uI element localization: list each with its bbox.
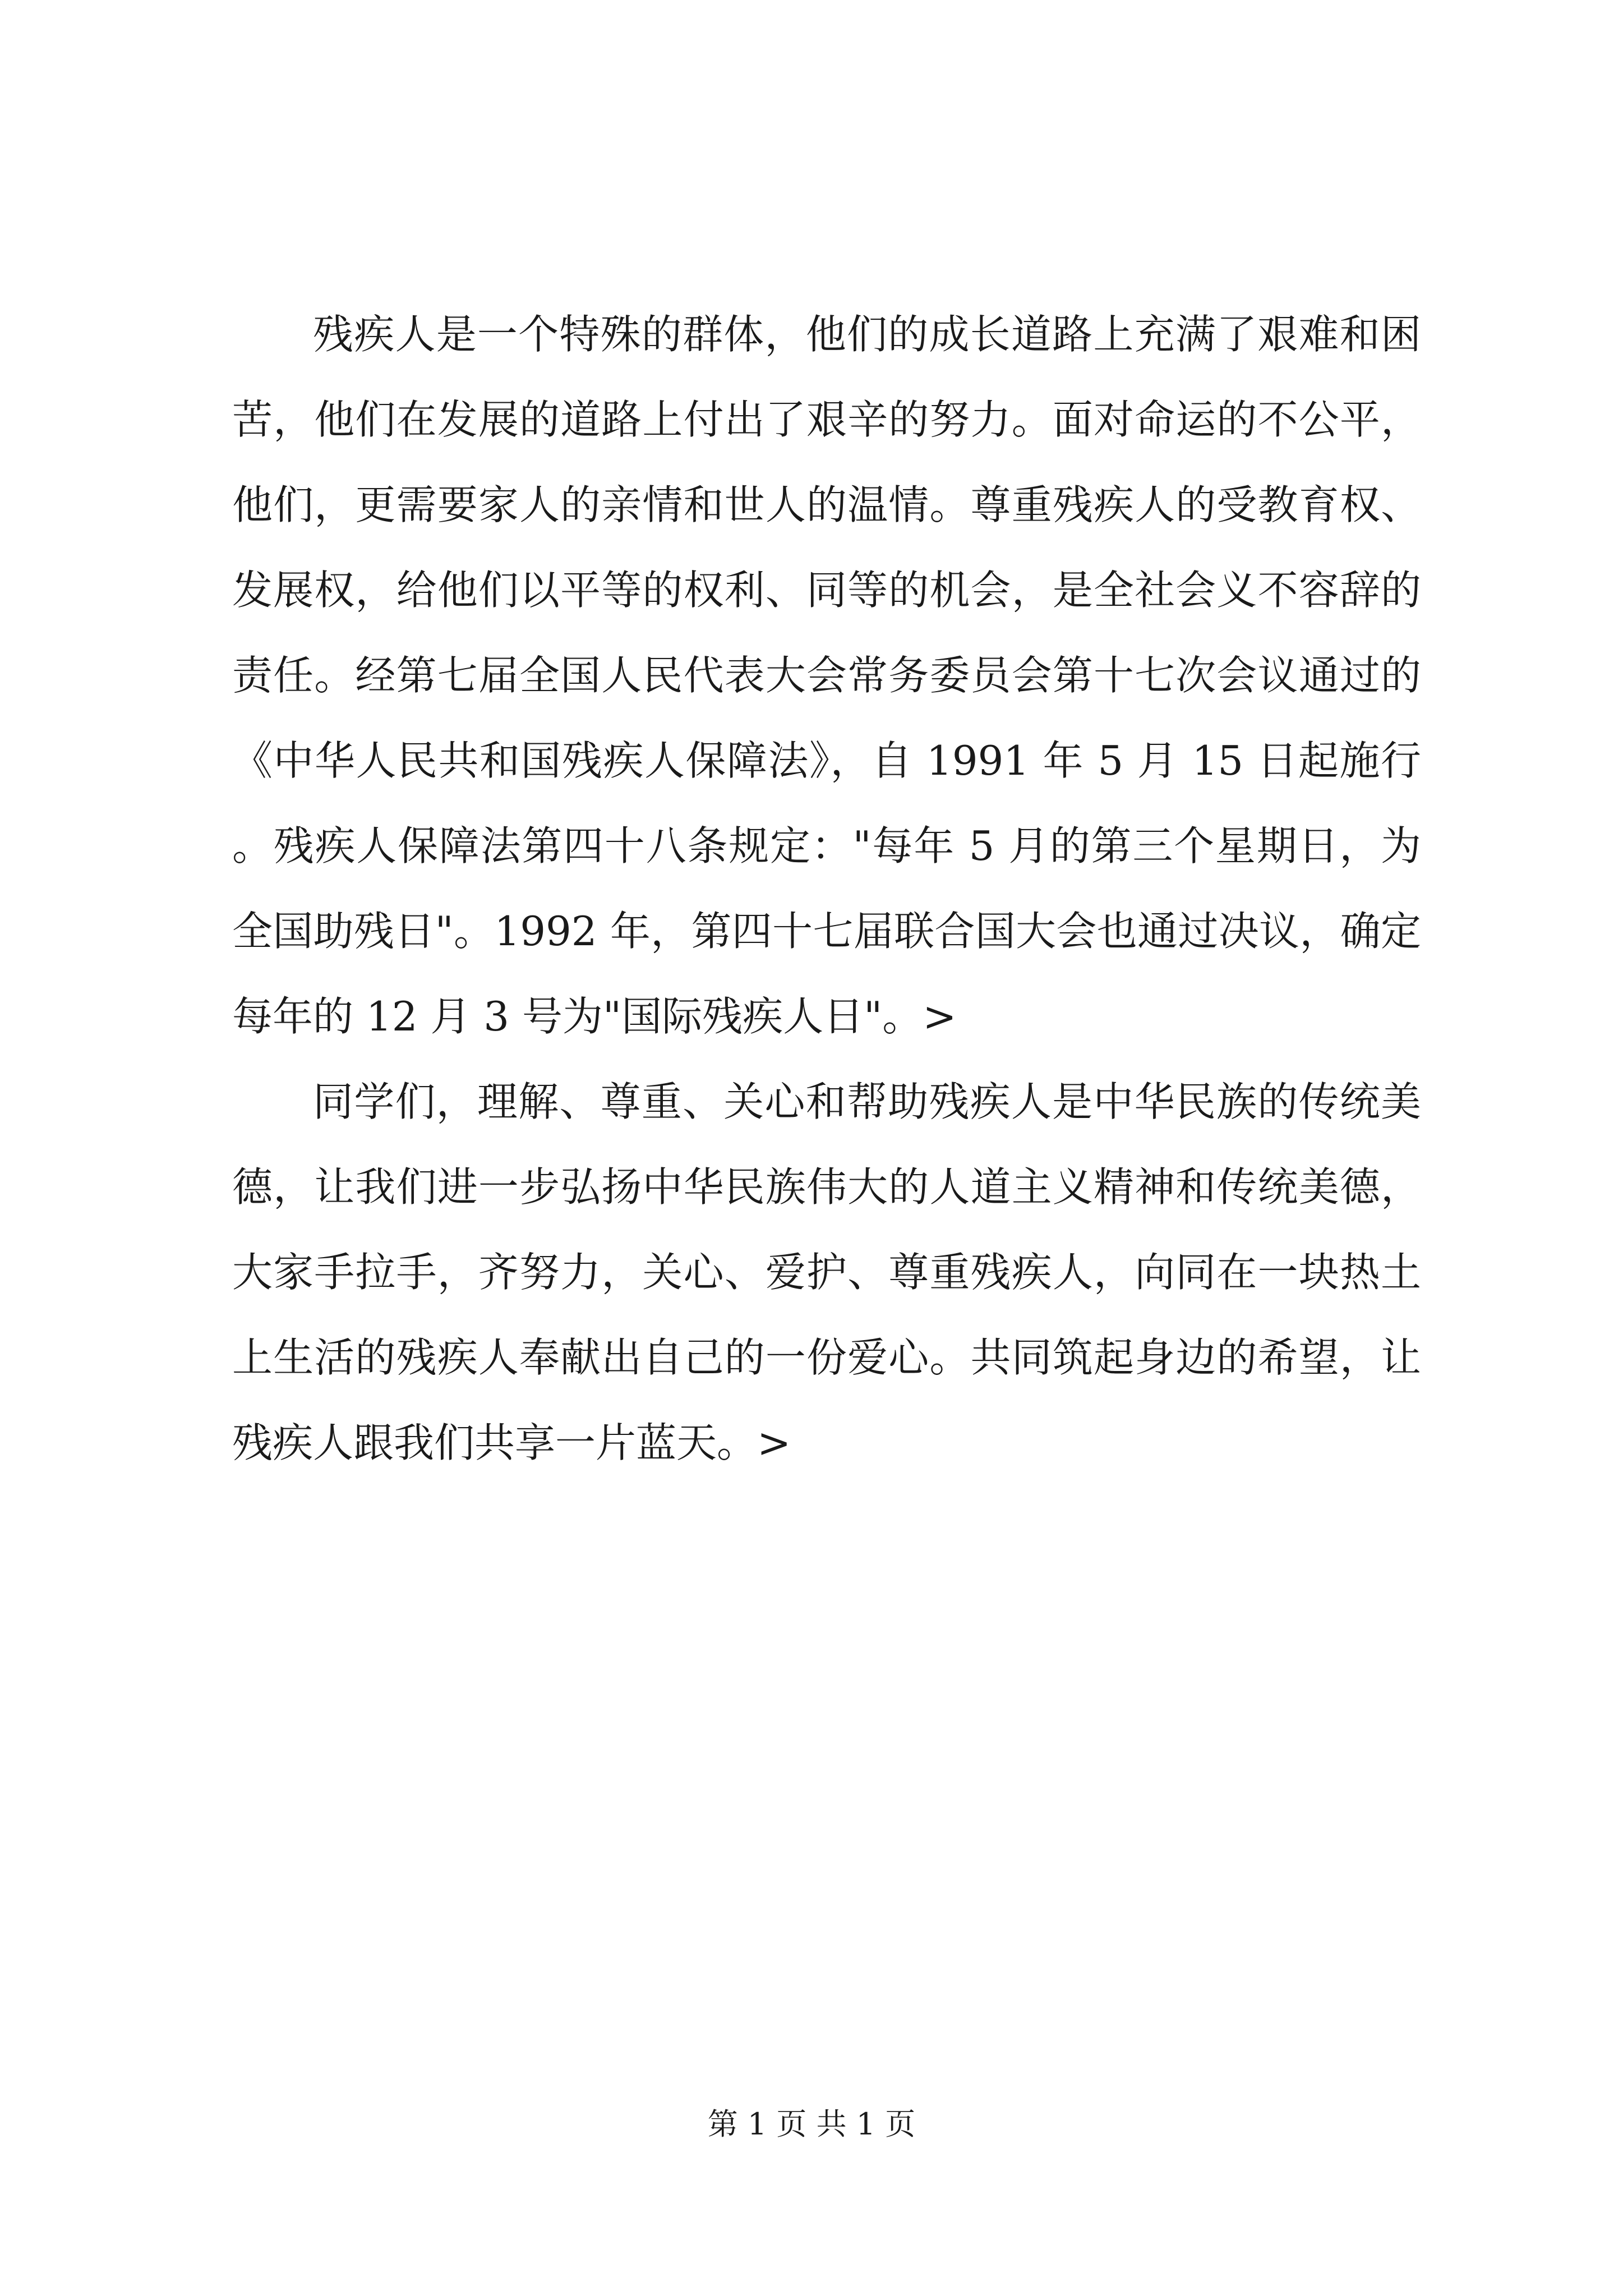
document-body bbox=[232, 292, 1421, 1485]
paragraph-2: 同学们，理解、尊重、关心和帮助残疾人是中华民族的传统美德，让我们进一步弘扬中华民族伟大的人道主义精神和传统美德，大家手拉手，齐努力，关心、爱护、尊重残疾人，向同在一块热土上生活的残疾人奉献出自己的一份爱心。共同筑起身边的希望，让残疾人跟我们共享一片蓝天。> bbox=[232, 1078, 1421, 1466]
page-footer: 第 1 页 共 1 页 bbox=[707, 2106, 916, 2142]
paragraph-1: 残疾人是一个特殊的群体，他们的成长道路上充满了艰难和困苦，他们在发展的道路上付出了艰辛的努力。面对命运的不公平，他们，更需要家人的亲情和世人的温情。尊重残疾人的受教育权、发展权，给他们以平等的权利、同等的机会，是全社会义不容辞的责任。经第七届全国人民代表大会常务委员会第十七次会议通过的《中华人民共和国残疾人保障法》，自 1991 年 5 月 15 日起施行。残疾人保障法第四十八条规定："每年 5 月的第三个星期日，为全国助残日"。1992 年，第四十七届联合国大会也通过决议，确定每年的 12 月 3 号为"国际残疾人日"。> bbox=[232, 311, 1421, 1040]
